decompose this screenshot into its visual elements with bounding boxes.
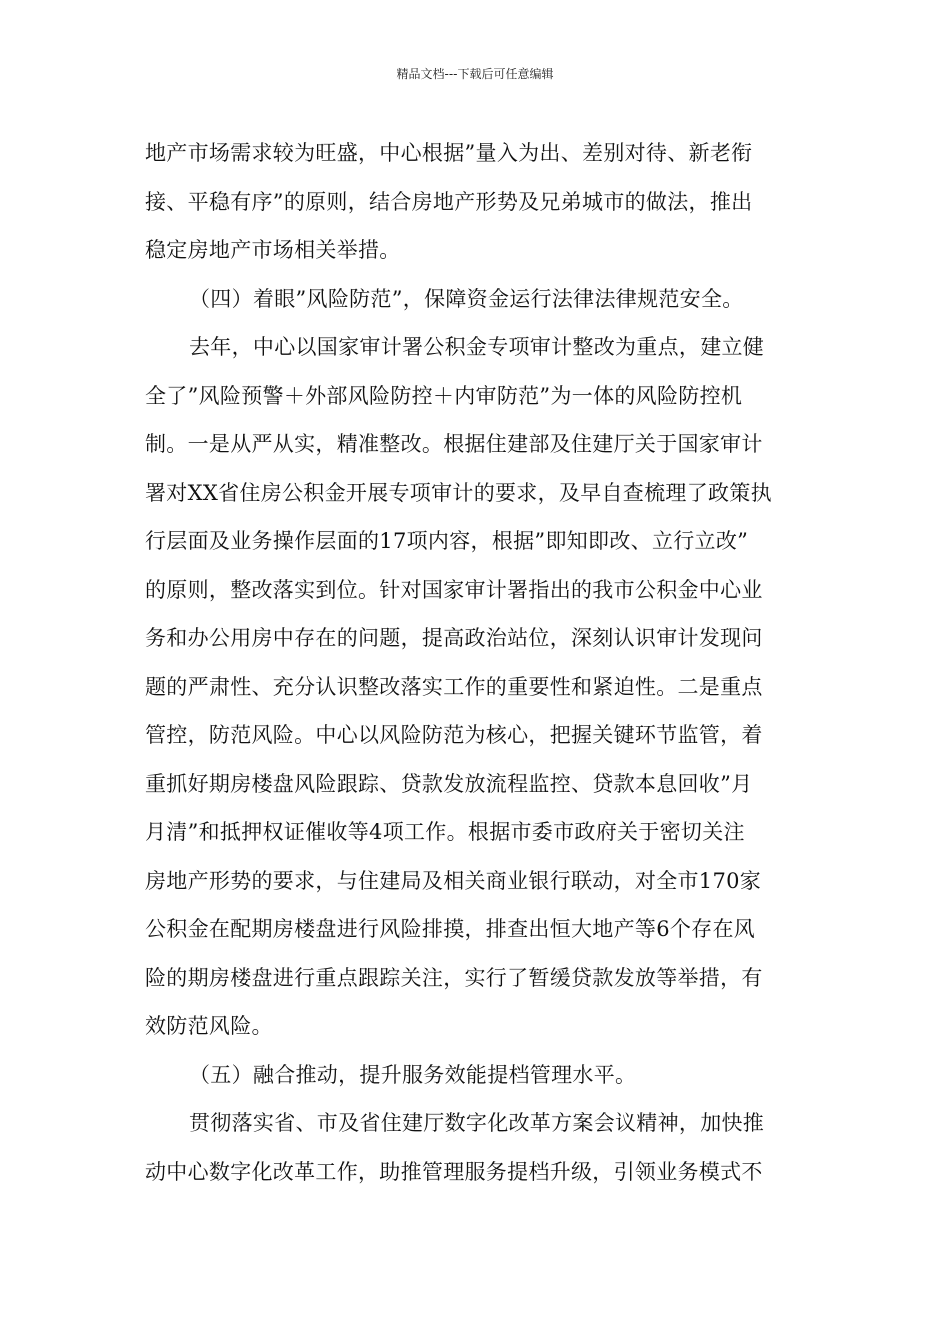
text-line: 管控，防范风险。中心以风险防范为核心，把握关键环节监管，着 (145, 723, 763, 747)
text-line: 效防范风险。 (145, 1014, 273, 1038)
text-line: 月清”和抵押权证催收等4项工作。根据市委市政府关于密切关注 (145, 820, 745, 844)
text-line: 全了”风险预警＋外部风险防控＋内审防范”为一体的风险防控机 (145, 383, 743, 408)
text-line: 险的期房楼盘进行重点跟踪关注，实行了暂缓贷款发放等举措，有 (145, 965, 763, 990)
text-line: 行层面及业务操作层面的17项内容，根据”即知即改、立行立改” (145, 529, 749, 553)
text-line: 地产市场需求较为旺盛，中心根据”量入为出、差别对待、新老衔 (145, 141, 753, 165)
text-line: 接、平稳有序”的原则，结合房地产形势及兄弟城市的做法，推出 (145, 189, 753, 214)
text-line: 务和办公用房中存在的问题，提高政治站位，深刻认识审计发现问 (145, 626, 763, 650)
text-line: （五）融合推动，提升服务效能提档管理水平。 (189, 1062, 637, 1087)
text-line: 署对XX省住房公积金开展专项审计的要求，及早自查梳理了政策执 (145, 480, 772, 505)
text-line: 题的严肃性、充分认识整改落实工作的重要性和紧迫性。二是重点 (145, 674, 763, 699)
text-line: 贯彻落实省、市及省住建厅数字化改革方案会议精神，加快推 (189, 1111, 765, 1135)
text-line: 动中心数字化改革工作，助推管理服务提档升级，引领业务模式不 (145, 1159, 763, 1184)
text-line: （四）着眼”风险防范”，保障资金运行法律法律规范安全。 (189, 286, 744, 311)
text-line: 的原则，整改落实到位。针对国家审计署指出的我市公积金中心业 (145, 577, 763, 602)
text-line: 去年，中心以国家审计署公积金专项审计整改为重点，建立健 (189, 335, 765, 359)
text-line: 公积金在配期房楼盘进行风险排摸，排查出恒大地产等6个存在风 (145, 917, 756, 941)
text-line: 房地产形势的要求，与住建局及相关商业银行联动，对全市170家 (145, 868, 762, 893)
text-line: 制。一是从严从实，精准整改。根据住建部及住建厅关于国家审计 (145, 432, 763, 456)
document-body (145, 131, 815, 1198)
header-watermark-text: 精品文档---下载后可任意编辑 (396, 67, 554, 81)
text-line: 重抓好期房楼盘风险跟踪、贷款发放流程监控、贷款本息回收”月 (145, 771, 753, 796)
page-header (0, 66, 950, 82)
text-line: 稳定房地产市场相关举措。 (145, 238, 401, 262)
